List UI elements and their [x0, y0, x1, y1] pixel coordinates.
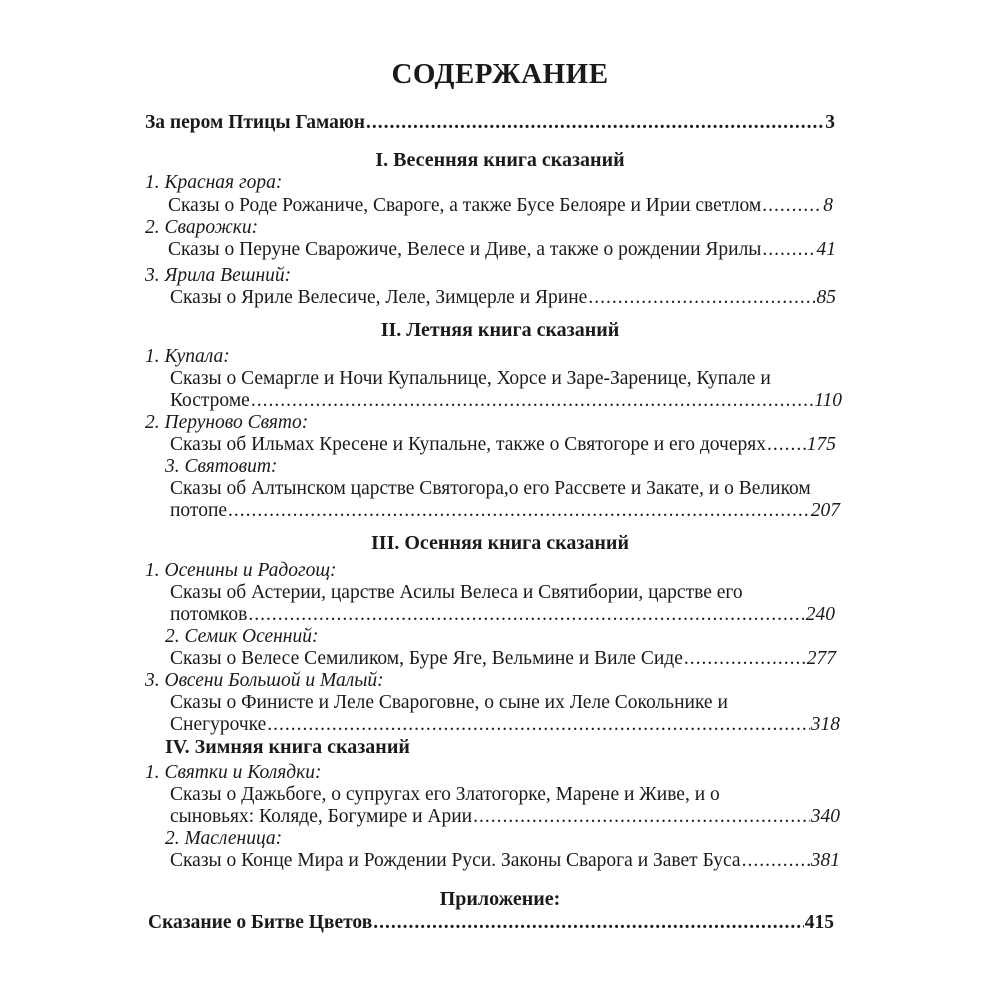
leader-dots: [366, 111, 824, 135]
entry-text: Сказы о Велесе Семиликом, Буре Яге, Вельмине и Виле Сиде: [170, 648, 683, 669]
leader-dots: [267, 713, 809, 737]
toc-entry: [170, 286, 836, 310]
entry-page: 110: [814, 390, 842, 411]
toc-entry: [170, 805, 840, 829]
entry-text: потопе: [170, 500, 228, 521]
leader-dots: [251, 389, 813, 413]
leader-dots: [762, 238, 815, 262]
section-label: 1. Осенины и Радогощ:: [145, 560, 337, 581]
entry-page: 240: [805, 604, 835, 625]
section-label: 1. Святки и Колядки:: [145, 762, 322, 783]
leader-dots: [588, 286, 815, 310]
entry-text: Сказы о Перуне Сварожиче, Велесе и Диве, а также о рождении Ярилы: [168, 239, 762, 260]
toc-entry-intro: [145, 111, 835, 135]
toc-entry: [170, 849, 840, 873]
section-label: 2. Семик Осенний:: [165, 626, 319, 647]
entry-page: 8: [823, 195, 833, 216]
entry-text-line: Сказы об Астерии, царстве Асилы Велеса и Святибории, царстве его: [170, 582, 743, 603]
book-heading-2: II. Летняя книга сказаний: [380, 319, 620, 341]
toc-entry-appendix: [148, 911, 834, 935]
toc-entry: [170, 647, 836, 671]
entry-page: 207: [810, 500, 840, 521]
section-label: 3. Святовит:: [165, 456, 278, 477]
section-label: 2. Масленица:: [165, 828, 283, 849]
leader-dots: [742, 849, 810, 873]
entry-page: 340: [810, 806, 840, 827]
entry-page: 3: [825, 112, 835, 133]
entry-page: 381: [810, 850, 840, 871]
entry-text: Сказы о Яриле Велесиче, Леле, Зимцерле и Ярине: [170, 287, 588, 308]
entry-page: 277: [806, 648, 836, 669]
entry-page: 318: [810, 714, 840, 735]
entry-text: Сказы об Ильмах Кресене и Купальне, также о Святогоре и его дочерях: [170, 434, 766, 455]
section-label: 1. Красная гора:: [145, 172, 283, 193]
entry-page: 41: [816, 239, 836, 260]
book-heading-1: I. Весенняя книга сказаний: [375, 149, 625, 171]
entry-text: Сказы о Конце Мира и Рождении Руси. Законы Сварога и Завет Буса: [170, 850, 741, 871]
section-label: 1. Купала:: [145, 346, 230, 367]
toc-entry: [170, 603, 835, 627]
book-heading-4: IV. Зимняя книга сказаний: [165, 736, 410, 758]
toc-entry: [168, 194, 833, 218]
entry-text-line: Сказы о Дажьбоге, о супругах его Златогорке, Марене и Живе, и о: [170, 784, 720, 805]
section-label: 2. Перуново Свято:: [145, 412, 309, 433]
section-label: 2. Сварожки:: [145, 217, 259, 238]
leader-dots: [684, 647, 806, 671]
appendix-heading: Приложение:: [439, 888, 561, 910]
page-title: СОДЕРЖАНИЕ: [391, 58, 609, 90]
leader-dots: [228, 499, 810, 523]
entry-text: Снегурочке: [170, 714, 267, 735]
book-heading-3: III. Осенняя книга сказаний: [371, 532, 629, 554]
entry-page: 85: [816, 287, 836, 308]
toc-entry: [170, 433, 836, 457]
entry-text: потомков: [170, 604, 248, 625]
leader-dots: [767, 433, 806, 457]
entry-text: сыновьях: Коляде, Богумире и Арии: [170, 806, 473, 827]
section-label: 3. Овсени Большой и Малый:: [145, 670, 384, 691]
toc-entry: [168, 238, 836, 262]
leader-dots: [762, 194, 822, 218]
entry-text: Сказание о Битве Цветов: [148, 912, 373, 933]
entry-text: За пером Птицы Гамаюн: [145, 112, 365, 133]
entry-text: Костроме: [170, 390, 250, 411]
entry-page: 415: [804, 912, 834, 933]
leader-dots: [373, 911, 804, 935]
toc-entry: [170, 499, 840, 523]
toc-entry: [170, 389, 842, 413]
entry-page: 175: [806, 434, 836, 455]
leader-dots: [248, 603, 804, 627]
leader-dots: [473, 805, 810, 829]
section-label: 3. Ярила Вешний:: [145, 265, 292, 286]
entry-text-line: Сказы об Алтынском царстве Святогора,о его Рассвете и Закате, и о Великом: [170, 478, 811, 499]
entry-text: Сказы о Роде Рожаниче, Свароге, а также Бусе Белояре и Ирии светлом: [168, 195, 762, 216]
toc-entry: [170, 713, 840, 737]
entry-text-line: Сказы о Финисте и Леле Свароговне, о сыне их Леле Сокольнике и: [170, 692, 728, 713]
entry-text-line: Сказы о Семаргле и Ночи Купальнице, Хорсе и Заре-Заренице, Купале и: [170, 368, 771, 389]
